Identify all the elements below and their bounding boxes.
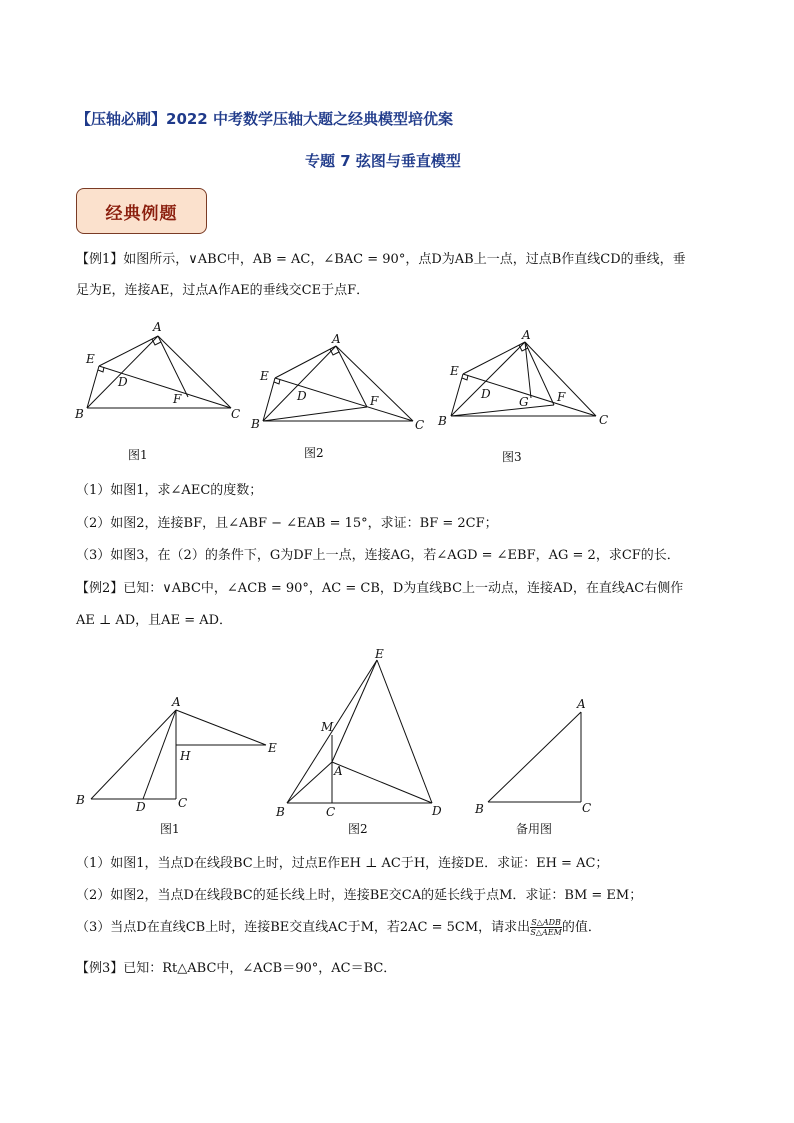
ex2-backup-label-a: A [577,697,586,711]
ex1-caption-1: 图1 [128,448,148,462]
ex1-fig3-label-c: C [599,413,609,427]
ex2-fig1-label-h: H [180,749,191,763]
example1-q1: （1）如图1，求∠AEC的度数； [76,483,263,498]
ex1-fig3-label-a: A [522,328,531,342]
ex2-fig1-label-c: C [178,796,188,810]
ex2-fig2-label-a: A [334,764,343,778]
ex2-fig2-label-b: B [276,805,285,819]
ex1-fig1-label-d: D [118,375,128,389]
ex1-caption-3: 图3 [502,450,522,464]
ex2-caption-2: 图2 [348,822,368,836]
ex2-fig2-label-d: D [432,804,442,818]
example3-line1: 【例3】已知：Rt△ABC中，∠ACB＝90°，AC＝BC． [76,961,397,976]
ex2-fig1-label-a: A [172,695,181,709]
ex1-fig1-label-a: A [153,320,162,334]
example2-figures [70,642,630,842]
example2-q3 [76,918,601,937]
ex1-fig1-label-c: C [231,407,241,421]
ex2-fig2-label-m: M [321,720,334,734]
ex1-fig2 [263,346,413,421]
example2-line1: 【例2】已知：∨ABC中，∠ACB = 90°，AC = CB，D为直线BC上一动点，连接AD，在直线AC右侧作 [76,581,684,596]
ex1-fig1 [87,336,231,408]
ex1-fig2-label-f: F [370,394,379,408]
series-title: 【压轴必刷】2022 中考数学压轴大题之经典模型培优案 [76,110,453,128]
ex1-fig2-label-c: C [415,418,425,432]
ex2-fig2-label-c: C [326,805,336,819]
example1-line2: 足为E，连接AE，过点A作AE的垂线交CE于点F． [76,283,370,298]
ex2-backup-label-c: C [582,801,592,815]
ex2-backup-fig [488,712,581,802]
ex2-fig1-label-e: E [268,741,277,755]
ex2-caption-1: 图1 [160,822,180,836]
area-ratio-fraction [530,918,562,937]
example1-line1: 【例1】如图所示，∨ABC中，AB = AC，∠BAC = 90°，点D为AB上一点，过点B作直线CD的垂线，垂 [76,252,686,267]
ex1-fig3-label-b: B [438,414,447,428]
example2-line2: AE ⊥ AD，且AE = AD． [76,613,233,628]
ex2-caption-backup: 备用图 [516,822,553,836]
ex2-backup-label-b: B [475,802,484,816]
example2-q3-text-after: 的值． [561,920,601,935]
topic-title: 专题 7 弦图与垂直模型 [305,152,461,170]
ex2-fig2-label-e: E [375,647,384,661]
ex1-fig1-label-b: B [75,407,84,421]
example1-figures [70,318,630,468]
ex2-fig1-label-b: B [76,793,85,807]
example2-q2: （2）如图2，当点D在线段BC的延长线上时，连接BE交CA的延长线于点M．求证：BM = EM； [76,888,643,903]
ex1-fig3-label-d: D [481,387,491,401]
fraction-numerator: S△ADB [531,918,561,927]
ex1-fig1-label-e: E [86,352,95,366]
example1-q2: （2）如图2，连接BF，且∠ABF − ∠EAB = 15°，求证：BF = 2CF； [76,516,498,531]
ex1-fig1-label-f: F [173,392,182,406]
ex1-fig2-label-b: B [251,417,260,431]
section-badge: 经典例题 [76,188,207,234]
ex2-fig2 [287,660,432,803]
ex1-fig3-label-f: F [557,390,566,404]
ex1-fig3-label-e: E [450,364,459,378]
example2-q3-text-before: （3）当点D在直线CB上时，连接BE交直线AC于M，若2AC = 5CM，请求出 [76,920,531,935]
fraction-denominator: S△AEM [530,928,562,937]
example1-q3: （3）如图3，在（2）的条件下，G为DF上一点，连接AG，若∠AGD = ∠EBF，AG = 2，求CF的长． [76,548,680,563]
ex1-fig2-label-e: E [260,369,269,383]
ex2-fig1 [91,710,266,799]
ex2-fig1-label-d: D [136,800,146,814]
ex1-fig2-label-d: D [297,389,307,403]
ex1-fig3-label-g: G [519,395,529,409]
example2-q1: （1）如图1，当点D在线段BC上时，过点E作EH ⊥ AC于H，连接DE．求证：EH = AC； [76,856,609,871]
ex1-fig2-label-a: A [332,332,341,346]
ex1-caption-2: 图2 [304,446,324,460]
